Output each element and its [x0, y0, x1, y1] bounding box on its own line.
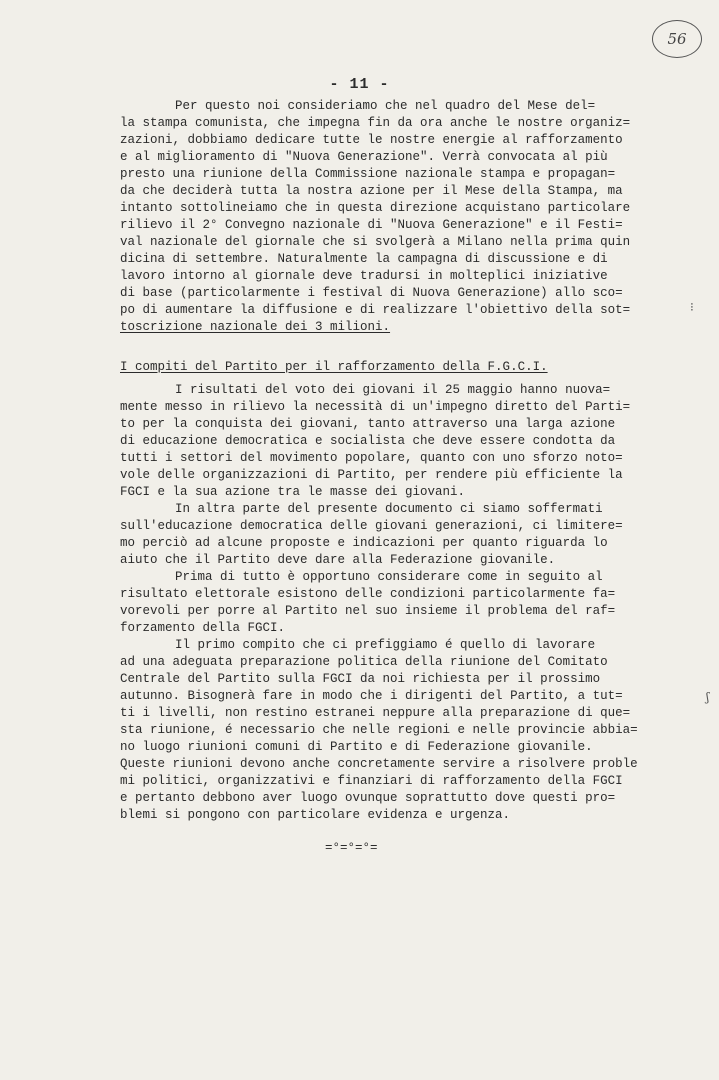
text-line: lavoro intorno al giornale deve tradursi in molteplici iniziative	[120, 269, 608, 283]
text-line: di base (particolarmente i festival di Nuova Generazione) allo sco=	[120, 286, 623, 300]
text-line: dicina di settembre. Naturalmente la campagna di discussione e di	[120, 252, 608, 266]
text-line: Queste riunioni devono anche concretamente servire a risolvere proble	[120, 757, 638, 771]
text-line: la stampa comunista, che impegna fin da ora anche le nostre organiz=	[120, 116, 631, 130]
text-line: I risultati del voto dei giovani il 25 maggio hanno nuova=	[175, 383, 611, 397]
text-line: ti i livelli, non restino estranei neppure alla preparazione di que=	[120, 706, 631, 720]
text-line: sta riunione, é necessario che nelle regioni e nelle provincie abbia=	[120, 723, 638, 737]
text-line: presto una riunione della Commissione nazionale stampa e propagan=	[120, 167, 616, 181]
text-line: Il primo compito che ci prefiggiamo é quello di lavorare	[175, 638, 596, 652]
section-heading: I compiti del Partito per il rafforzamento della F.G.C.I.	[120, 360, 548, 374]
text-line: e al miglioramento di "Nuova Generazione". Verrà convocata al più	[120, 150, 608, 164]
text-line: no luogo riunioni comuni di Partito e di Federazione giovanile.	[120, 740, 593, 754]
text-line: In altra parte del presente documento ci siamo soffermati	[175, 502, 603, 516]
text-line: val nazionale del giornale che si svolgerà a Milano nella prima quin	[120, 235, 631, 249]
text-line: rilievo il 2° Convegno nazionale di "Nuova Generazione" e il Festi=	[120, 218, 623, 232]
text-line: intanto sottolineiamo che in questa direzione acquistano particolare	[120, 201, 631, 215]
text-line: mo perciò ad alcune proposte e indicazioni per quanto riguarda lo	[120, 536, 608, 550]
text-line: forzamento della FGCI.	[120, 621, 286, 635]
text-line: autunno. Bisognerà fare in modo che i dirigenti del Partito, a tut=	[120, 689, 623, 703]
text-line: toscrizione nazionale dei 3 milioni.	[120, 320, 391, 334]
text-line: da che deciderà tutta la nostra azione per il Mese della Stampa, ma	[120, 184, 623, 198]
text-line: e pertanto debbono aver luogo ovunque soprattutto dove questi pro=	[120, 791, 616, 805]
text-line: Prima di tutto è opportuno considerare come in seguito al	[175, 570, 603, 584]
page-number: - 11 -	[329, 76, 390, 93]
text-line: aiuto che il Partito deve dare alla Federazione giovanile.	[120, 553, 556, 567]
text-line: to per la conquista dei giovani, tanto attraverso una larga azione	[120, 417, 616, 431]
text-line: po di aumentare la diffusione e di realizzare l'obiettivo della sot=	[120, 303, 631, 317]
text-line: blemi si pongono con particolare evidenza e urgenza.	[120, 808, 511, 822]
text-line: mi politici, organizzativi e finanziari di rafforzamento della FGCI	[120, 774, 623, 788]
text-line: Centrale del Partito sulla FGCI da noi richiesta per il prossimo	[120, 672, 601, 686]
text-line: zazioni, dobbiamo dedicare tutte le nostre energie al rafforzamento	[120, 133, 623, 147]
margin-mark: ⁝	[690, 300, 694, 314]
margin-mark: ʃ	[706, 690, 710, 704]
text-line: mente messo in rilievo la necessità di un'impegno diretto del Parti=	[120, 400, 631, 414]
text-line: vole delle organizzazioni di Partito, per rendere più efficiente la	[120, 468, 623, 482]
page-stamp: 56	[652, 20, 702, 58]
closing-ornament: =°=°=°=	[325, 841, 378, 855]
text-line: di educazione democratica e socialista che deve essere condotta da	[120, 434, 616, 448]
text-line: FGCI e la sua azione tra le masse dei giovani.	[120, 485, 466, 499]
text-line: Per questo noi consideriamo che nel quadro del Mese del=	[175, 99, 596, 113]
text-line: sull'educazione democratica delle giovani generazioni, ci limitere=	[120, 519, 623, 533]
text-line: tutti i settori del movimento popolare, quanto con uno sforzo noto=	[120, 451, 623, 465]
text-line: ad una adeguata preparazione politica della riunione del Comitato	[120, 655, 608, 669]
text-line: vorevoli per porre al Partito nel suo insieme il problema del raf=	[120, 604, 616, 618]
text-line: risultato elettorale esistono delle condizioni particolarmente fa=	[120, 587, 616, 601]
